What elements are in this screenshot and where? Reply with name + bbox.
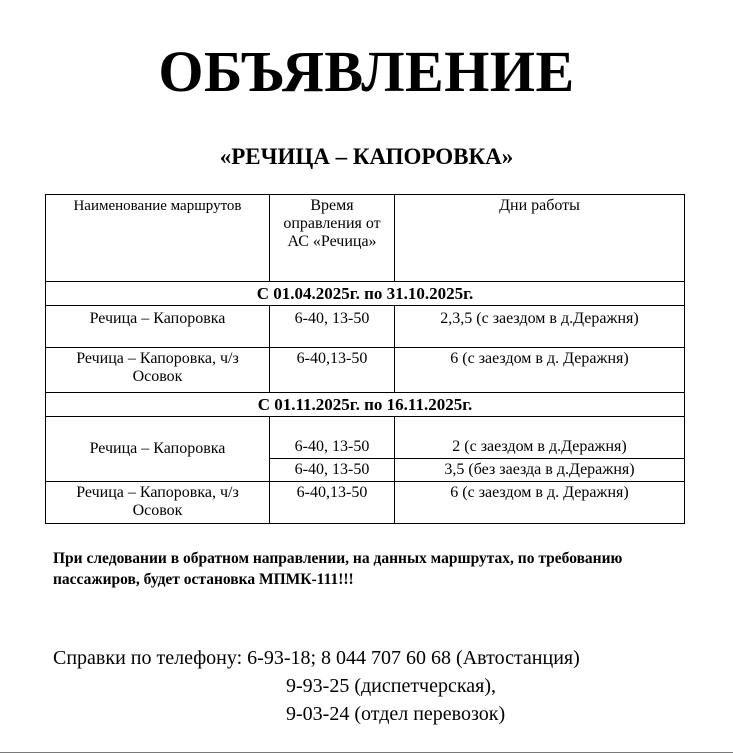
contact-label: Справки по телефону: [53, 647, 243, 669]
phone-transport-dept: 9-03-24 (отдел перевозок) [286, 703, 506, 725]
time-cell: 6-40, 13-50 [270, 417, 395, 459]
contact-info [53, 644, 580, 728]
bottom-divider [0, 752, 733, 753]
table-row [46, 348, 685, 393]
header-days: Дни работы [395, 195, 685, 282]
days-cell: 6 (с заездом в д. Деражня) [395, 348, 685, 393]
table-row [46, 417, 685, 459]
phone-dispatcher: 9-93-25 (диспетчерская), [286, 675, 497, 697]
header-route: Наименование маршрутов [46, 195, 270, 282]
route-cell: Речица – Капоровка, ч/з Осовок [46, 482, 270, 524]
table-header-row [46, 195, 685, 282]
route-cell: Речица – Капоровка [46, 306, 270, 348]
table-row [46, 306, 685, 348]
period-2-label: С 01.11.2025г. по 16.11.2025г. [46, 393, 685, 417]
days-cell: 2 (с заездом в д.Деражня) [395, 417, 685, 459]
phone-bus-station: 6-93-18; 8 044 707 60 68 (Автостанция) [247, 647, 580, 669]
page-title: ОБЪЯВЛЕНИЕ [158, 39, 575, 104]
schedule-table [45, 194, 685, 524]
route-cell: Речица – Капоровка, ч/з Осовок [46, 348, 270, 393]
header-time: Время оправления от АС «Речица» [270, 195, 395, 282]
time-cell: 6-40,13-50 [270, 348, 395, 393]
route-title: «РЕЧИЦА – КАПОРОВКА» [219, 144, 514, 169]
return-stop-notice: При следовании в обратном направлении, на данных маршрутах, по требованию пассажиров, будет остановка МПМК-111!!! [53, 550, 623, 588]
days-cell: 6 (с заездом в д. Деражня) [395, 482, 685, 524]
period-row [46, 282, 685, 306]
table-row [46, 482, 685, 524]
route-cell: Речица – Капоровка [46, 417, 270, 482]
time-cell: 6-40, 13-50 [270, 306, 395, 348]
time-cell: 6-40, 13-50 [270, 459, 395, 482]
days-cell: 2,3,5 (с заездом в д.Деражня) [395, 306, 685, 348]
days-cell: 3,5 (без заезда в д.Деражня) [395, 459, 685, 482]
period-1-label: С 01.04.2025г. по 31.10.2025г. [46, 282, 685, 306]
time-cell: 6-40,13-50 [270, 482, 395, 524]
period-row [46, 393, 685, 417]
contact-line-1 [53, 644, 580, 672]
